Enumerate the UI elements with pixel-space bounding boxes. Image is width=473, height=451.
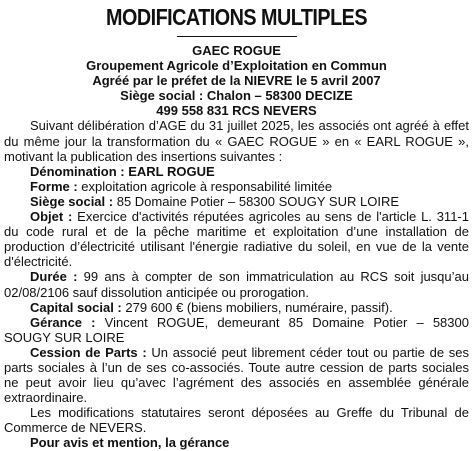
field-forme xyxy=(4,179,469,194)
gerance-value: Vincent ROGUE, demeurant 85 Domaine Potier – 58300 SOUGY SUR LOIRE xyxy=(4,314,469,345)
field-capital xyxy=(4,300,469,315)
notice-title: MODIFICATIONS MULTIPLES xyxy=(105,4,368,30)
field-siege xyxy=(4,194,469,209)
field-denomination xyxy=(4,164,469,179)
company-rcs: 499 558 831 RCS NEVERS xyxy=(156,103,317,119)
cession-value: Un associé peut librement céder tout ou partie de ses parts sociales à l’un de ses co-associés. Toute autre cession de parts sociales ne peut avoir lieu qu’avec l’agrément des associés en assemblée générale extraordinaire. xyxy=(4,344,469,406)
objet-value: Exercice d'activités réputées agricoles au sens de l'article L. 311-1 du code rural et de la pêche maritime et exploitation d’une installation de production d’électricité utilisant l'énergie radiative du soleil, en vue de la vente d'électricité. xyxy=(4,209,469,270)
denomination-label: Dénomination : xyxy=(30,163,125,179)
company-name: GAEC ROGUE xyxy=(192,43,281,58)
duree-value: 99 ans à compter de son immatriculation au RCS soit jusqu’au 02/08/2106 sauf dissolution anticipée ou prorogation. xyxy=(4,269,469,300)
objet-label: Objet : xyxy=(30,209,73,225)
field-duree xyxy=(4,269,469,299)
company-agreement: Agréé par le préfet de la NIEVRE le 5 avril 2007 xyxy=(92,73,381,89)
duree-label: Durée : xyxy=(30,269,78,285)
field-cession xyxy=(4,345,469,405)
field-objet xyxy=(4,209,469,269)
title-divider xyxy=(177,36,297,37)
company-group: Groupement Agricole d’Exploitation en Commun xyxy=(86,58,387,74)
company-seat: Siège social : Chalon – 58300 DECIZE xyxy=(120,88,353,104)
siege-label: Siège social : xyxy=(30,193,114,209)
forme-value: exploitation agricole à responsabilité limitée xyxy=(81,178,333,194)
capital-label: Capital social : xyxy=(30,299,122,315)
forme-label: Forme : xyxy=(30,178,78,194)
capital-value: 279 600 € (biens mobiliers, numéraire, passif). xyxy=(125,299,393,315)
cession-label: Cession de Parts : xyxy=(30,344,147,360)
intro-paragraph: Suivant délibération d’AGE du 31 juillet 2025, les associés ont agréé à effet du même jour la transformation du « GAEC ROGUE » en « EARL ROGUE », motivant la publication des insertions suivantes : xyxy=(4,118,469,164)
deposit-paragraph: Les modifications statutaires seront déposées au Greffe du Tribunal de Commerce de NEVERS. xyxy=(4,405,469,436)
field-gerance xyxy=(4,315,469,345)
siege-value: 85 Domaine Potier – 58300 SOUGY SUR LOIRE xyxy=(116,193,400,209)
gerance-label: Gérance : xyxy=(30,314,96,330)
denomination-value: EARL ROGUE xyxy=(128,163,215,179)
closing-line: Pour avis et mention, la gérance xyxy=(30,435,230,451)
